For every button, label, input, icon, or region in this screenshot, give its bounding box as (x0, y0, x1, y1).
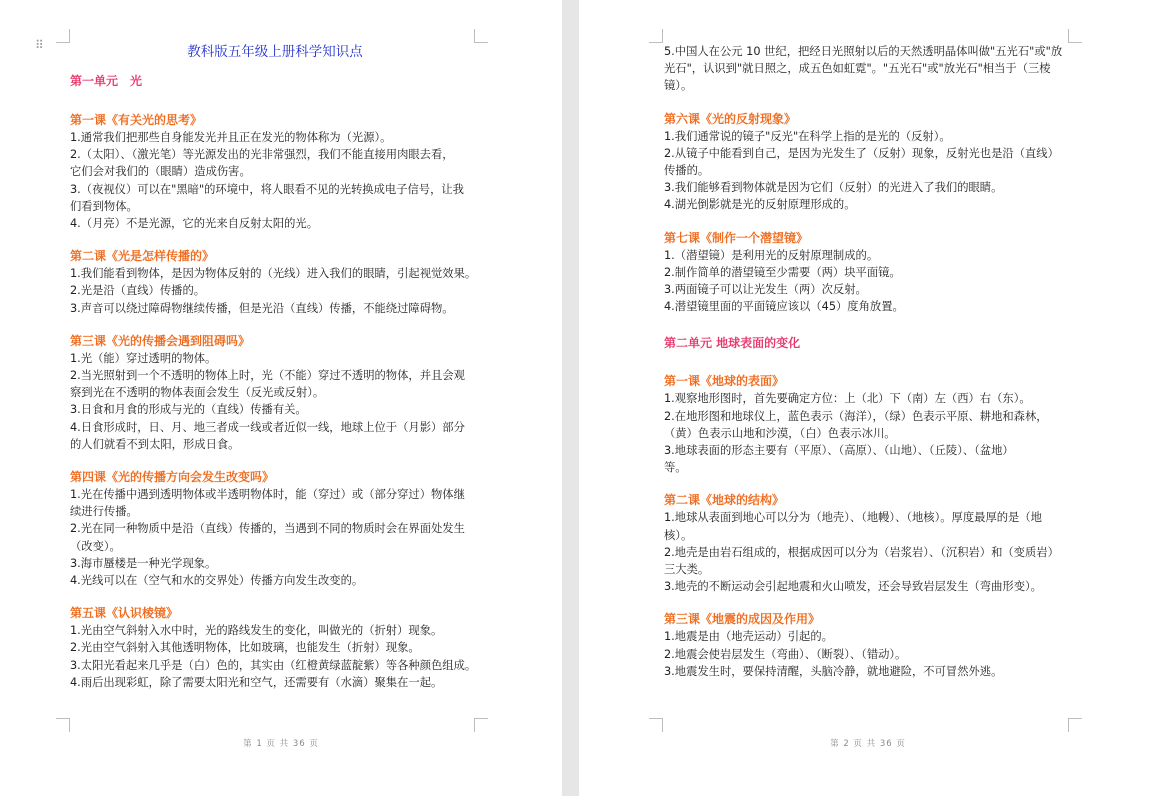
text-line: 2.光由空气斜射入其他透明物体，比如玻璃，也能发生（折射）现象。 (70, 641, 420, 655)
text-line: 4.日食形成时，日、月、地三者成一线或者近似一线，地球上位于（月影）部分 (70, 420, 465, 434)
lesson-section (70, 333, 480, 453)
text-line: （黄）色表示山地和沙漠，（白）色表示冰川。 (664, 426, 896, 440)
text-line: 1.光在传播中遇到透明物体或半透明物体时，能（穿过）或（部分穿过）物体继 (70, 488, 465, 502)
text-line: 4.雨后出现彩虹，除了需要太阳光和空气，还需要有（水滴）聚集在一起。 (70, 675, 443, 689)
lesson-section (664, 492, 1074, 595)
lesson-heading: 第五课《认识棱镜》 (70, 606, 179, 621)
text-line: 3.日食和月食的形成与光的（直线）传播有关。 (70, 403, 307, 417)
lesson-section (70, 112, 480, 232)
lesson-section (70, 469, 480, 589)
text-line: 1.我们通常说的镜子"反光"在科学上指的是光的（反射）。 (664, 129, 951, 143)
text-line: 3.我们能够看到物体就是因为它们（反射）的光进入了我们的眼睛。 (664, 181, 1003, 195)
lesson-heading: 第六课《光的反射现象》 (664, 111, 797, 126)
lesson-heading: 第七课《制作一个潜望镜》 (664, 230, 809, 245)
text-line: 1.光（能）穿过透明的物体。 (70, 351, 217, 365)
text-line: 4.（月亮）不是光源，它的光来自反射太阳的光。 (70, 217, 319, 231)
lesson-heading: 第三课《光的传播会遇到阻碍吗》 (70, 333, 251, 348)
lesson-heading: 第四课《光的传播方向会发生改变吗》 (70, 470, 275, 485)
text-line: 3.地壳的不断运动会引起地震和火山喷发，还会导致岩层发生（弯曲形变）。 (664, 580, 1042, 594)
text-line: 3.地球表面的形态主要有（平原）、（高原）、（山地）、（丘陵）、（盆地） (664, 444, 1014, 458)
text-line: 2.从镜子中能看到自己，是因为光发生了（反射）现象，反射光也是沿（直线） (664, 146, 1059, 160)
corner-mark (474, 718, 488, 732)
text-line: 2.当光照射到一个不透明的物体上时，光（不能）穿过不透明的物体，并且会观 (70, 369, 465, 383)
text-line: 2.（太阳）、（激光笔）等光源发出的光非常强烈，我们不能直接用肉眼去看， (70, 148, 454, 162)
text-line: 们看到物体。 (70, 199, 138, 213)
text-line: 光石"，认识到"就日照之，成五色如虹霓"。"五光石"或"放光石"相当于（三棱镜）。 (664, 62, 1051, 93)
text-line: 续进行传播。 (70, 505, 138, 519)
text-line: 2.地震会使岩层发生（弯曲）、（断裂）、（错动）。 (664, 647, 907, 661)
text-line: 3.海市蜃楼是一种光学现象。 (70, 556, 217, 570)
lesson-section (664, 373, 1074, 476)
text-line: 3.声音可以绕过障碍物继续传播，但是光沿（直线）传播，不能绕过障碍物。 (70, 301, 454, 315)
text-line: 2.光是沿（直线）传播的。 (70, 284, 206, 298)
drag-handle-icon[interactable]: ⠿ (35, 38, 46, 52)
text-line: 1.观察地形图时，首先要确定方位：上（北）下（南）左（西）右（东）。 (664, 392, 1031, 406)
page-gap (562, 0, 579, 796)
lesson-section (664, 111, 1074, 214)
corner-mark (474, 29, 488, 43)
lesson-heading: 第一课《地球的表面》 (664, 374, 785, 389)
lesson-section (70, 248, 480, 317)
lesson-heading: 第一课《有关光的思考》 (70, 113, 203, 127)
corner-mark (1068, 718, 1082, 732)
text-line: 核）。 (664, 528, 693, 542)
text-line: 三大类。 (664, 563, 710, 577)
lesson-section (664, 611, 1074, 680)
corner-mark (649, 718, 663, 732)
document-page-2 (579, 0, 1157, 796)
text-line: 4.光线可以在（空气和水的交界处）传播方向发生改变的。 (70, 574, 364, 588)
text-line: 4.潜望镜里面的平面镜应该以（45）度角放置。 (664, 300, 904, 314)
lesson-heading: 第二课《光是怎样传播的》 (70, 249, 215, 264)
text-line: 2.地壳是由岩石组成的，根据成因可以分为（岩浆岩）、（沉积岩）和（变质岩） (664, 545, 1059, 559)
text-line: 传播的。 (664, 164, 710, 178)
text-line: 2.制作简单的潜望镜至少需要（两）块平面镜。 (664, 265, 901, 279)
text-line: 察到光在不透明的物体表面会发生（反光或反射）。 (70, 386, 325, 400)
text-line: 1.地球从表面到地心可以分为（地壳）、（地幔）、（地核）。厚度最厚的是（地 (664, 511, 1042, 525)
intro-paragraph (664, 43, 1074, 95)
text-line: 1.（潜望镜）是利用光的反射原理制成的。 (664, 248, 879, 262)
corner-mark (56, 29, 70, 43)
unit-heading: 第一单元 光 (70, 74, 143, 88)
text-line: 3.太阳光看起来几乎是（白）色的，其实由（红橙黄绿蓝靛紫）等各种颜色组成。 (70, 658, 477, 672)
corner-mark (649, 29, 663, 43)
lesson-heading: 第二课《地球的结构》 (664, 493, 785, 508)
text-line: 等。 (664, 461, 687, 475)
text-line: 2.光在同一种物质中是沿（直线）传播的，当遇到不同的物质时会在界面处发生 (70, 522, 465, 536)
text-line: 4.湖光倒影就是光的反射原理形成的。 (664, 198, 856, 212)
lesson-heading: 第三课《地震的成因及作用》 (664, 612, 821, 627)
page-footer: 第 1 页 共 36 页 (243, 739, 319, 749)
unit-heading: 第二单元 地球表面的变化 (664, 336, 801, 351)
text-line: 的人们就看不到太阳，形成日食。 (70, 437, 240, 451)
document-page-1 (0, 0, 562, 796)
corner-mark (1068, 29, 1082, 43)
text-line: 它们会对我们的（眼睛）造成伤害。 (70, 165, 251, 179)
text-line: 2.在地形图和地球仪上，蓝色表示（海洋），（绿）色表示平原、耕地和森林， (664, 409, 1048, 423)
corner-mark (56, 718, 70, 732)
text-line: 3.（夜视仪）可以在"黑暗"的环境中，将人眼看不见的光转换成电子信号，让我 (70, 182, 464, 196)
text-line: （改变）。 (70, 539, 121, 553)
text-line: 1.我们能看到物体，是因为物体反射的（光线）进入我们的眼睛，引起视觉效果。 (70, 267, 477, 281)
document-title: 教科版五年级上册科学知识点 (187, 44, 363, 60)
lesson-section (70, 605, 480, 691)
text-line: 1.光由空气斜射入水中时，光的路线发生的变化，叫做光的（折射）现象。 (70, 624, 443, 638)
text-line: 3.两面镜子可以让光发生（两）次反射。 (664, 283, 867, 297)
text-line: 3.地震发生时，要保持清醒，头脑冷静，就地避险，不可冒然外逃。 (664, 664, 1003, 678)
text-line: 1.通常我们把那些自身能发光并且正在发光的物体称为（光源）。 (70, 131, 392, 144)
page-2-content (664, 43, 1074, 696)
page-1-content (70, 43, 480, 707)
text-line: 5.中国人在公元 10 世纪，把经日光照射以后的天然透明晶体叫做"五光石"或"放 (664, 45, 1063, 58)
page-footer: 第 2 页 共 36 页 (830, 739, 906, 749)
text-line: 1.地震是由（地壳运动）引起的。 (664, 630, 833, 644)
lesson-section (664, 230, 1074, 316)
